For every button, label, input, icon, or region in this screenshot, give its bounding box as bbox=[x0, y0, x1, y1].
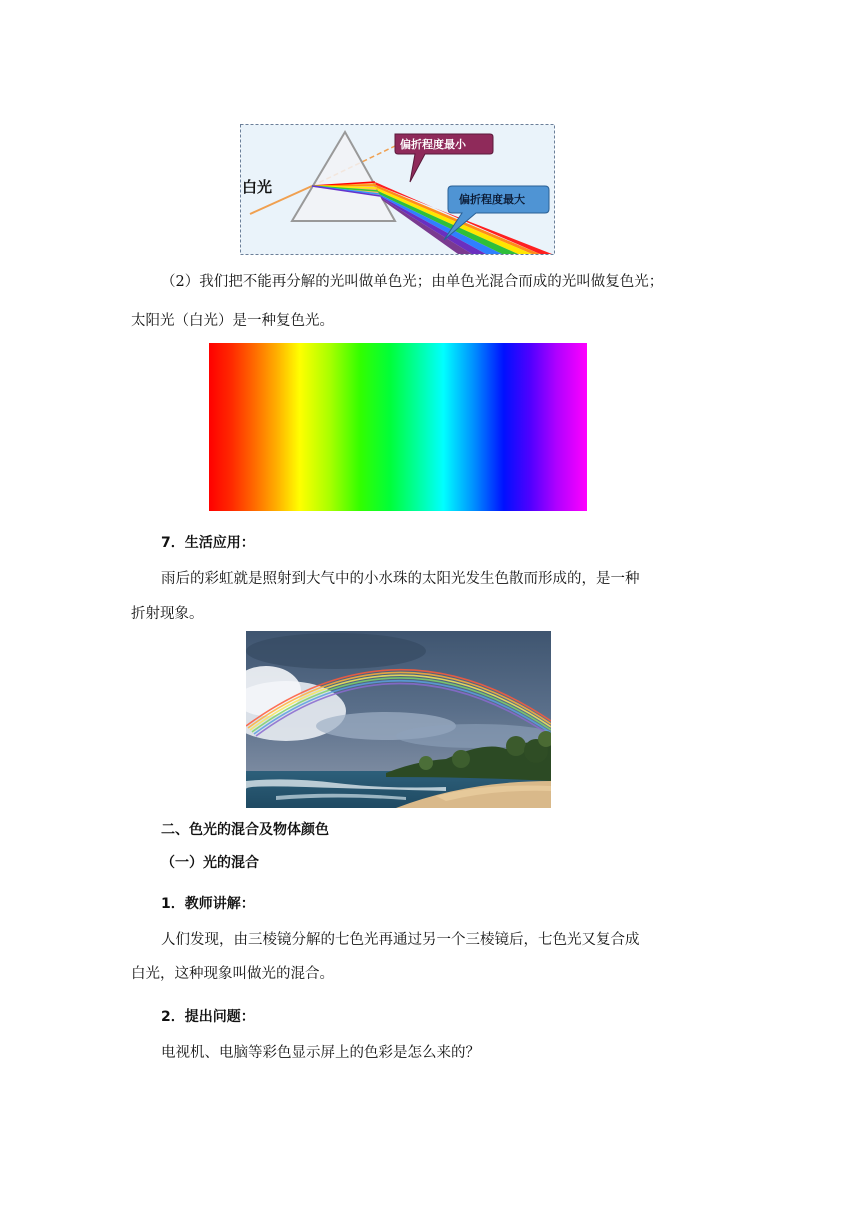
section-heading-2: 二、色光的混合及物体颜色 bbox=[161, 822, 329, 838]
teacher-paragraph-line-2: 白光，这种现象叫做光的混合。 bbox=[131, 966, 334, 982]
subsection-heading-1: （一）光的混合 bbox=[161, 855, 259, 871]
prism-diagram-svg bbox=[240, 124, 555, 255]
paragraph-2-line-1: （2）我们把不能再分解的光叫做单色光；由单色光混合而成的光叫做复色光； bbox=[161, 274, 664, 290]
heading-teacher-explain: 1．教师讲解： bbox=[161, 896, 255, 912]
prism-dispersion-figure bbox=[240, 124, 555, 255]
rainbow-beach-photo bbox=[246, 631, 551, 808]
teacher-paragraph-line-1: 人们发现，由三棱镜分解的七色光再通过另一个三棱镜后，七色光又复合成 bbox=[161, 932, 640, 948]
callout-min-text: 偏折程度最小 bbox=[400, 138, 466, 151]
paragraph-2-line-2: 太阳光（白光）是一种复色光。 bbox=[131, 313, 334, 329]
rainbow-paragraph-line-1: 雨后的彩虹就是照射到大气中的小水珠的太阳光发生色散而形成的，是一种 bbox=[161, 571, 640, 587]
visible-spectrum-image bbox=[209, 343, 587, 511]
heading-7: 7．生活应用： bbox=[161, 535, 255, 551]
white-light-label: 白光 bbox=[242, 178, 273, 196]
callout-max-text: 偏折程度最大 bbox=[459, 193, 525, 206]
question-paragraph: 电视机、电脑等彩色显示屏上的色彩是怎么来的？ bbox=[161, 1045, 480, 1061]
heading-ask-question: 2．提出问题： bbox=[161, 1009, 255, 1025]
rainbow-photo-svg bbox=[246, 631, 551, 808]
rainbow-paragraph-line-2: 折射现象。 bbox=[131, 606, 204, 622]
